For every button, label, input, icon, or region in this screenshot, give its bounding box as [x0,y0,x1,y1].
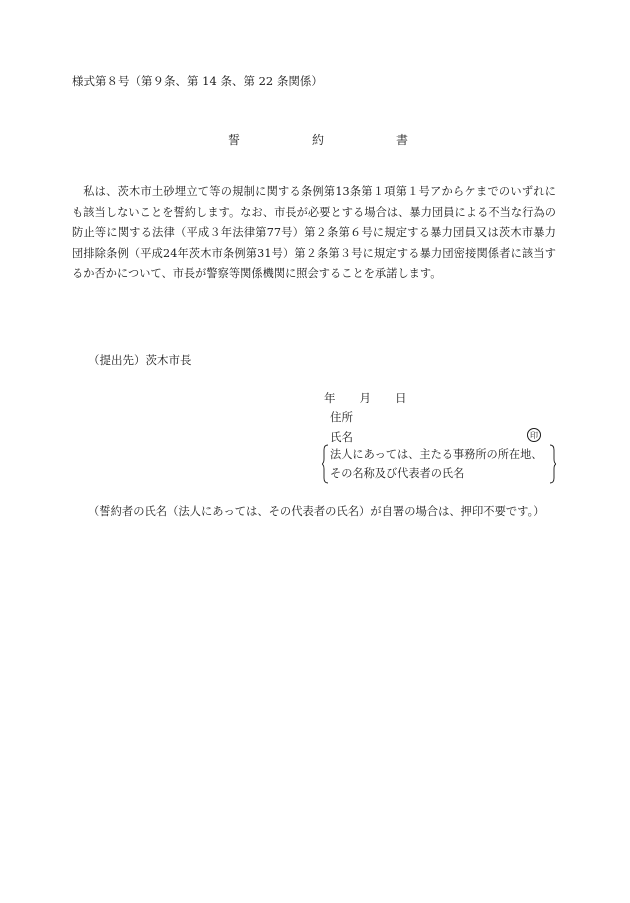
title-char-2: 約 [311,133,324,147]
recipient-line: （提出先）茨木市長 [88,353,192,367]
title-char-3: 書 [395,133,408,147]
corporate-note-line-1: 法人にあっては、主たる事務所の所在地、 [330,448,543,461]
document-title [228,131,408,148]
seal-icon: 印 [527,428,541,442]
footnote: （誓約者の氏名（法人にあっては、その代表者の氏名）が自署の場合は、押印不要です。） [88,505,545,518]
corporate-note-line-2: その名称及び代表者の氏名 [330,467,465,480]
form-number: 様式第８号（第９条、第 14 条、第 22 条関係） [72,74,323,88]
pledge-body-paragraph: 私は、茨木市土砂埋立て等の規制に関する条例第13条第１項第１号アからケまでのいずれにも該当しないことを誓約します。なお、市長が必要とする場合は、暴力団員による不当な行為の防止等に関する法律（平成３年法律第77号）第２条第６号に規定する暴力団員又は茨木市暴力団排除条例（平成24年茨木市条例第31号）第２条第３号に規定する暴力団密接関係者に該当するか否かについて、市長が警察等関係機関に照会することを承諾します。 [72,185,556,280]
date-line [300,390,407,406]
title-char-1: 誓 [228,133,241,147]
date-month-label: 月 [359,391,371,405]
date-day-label: 日 [395,391,407,405]
address-label: 住所 [330,410,353,424]
name-label: 氏名 [330,430,353,444]
corporate-note-bracket [322,444,556,484]
date-year-label: 年 [324,391,336,405]
